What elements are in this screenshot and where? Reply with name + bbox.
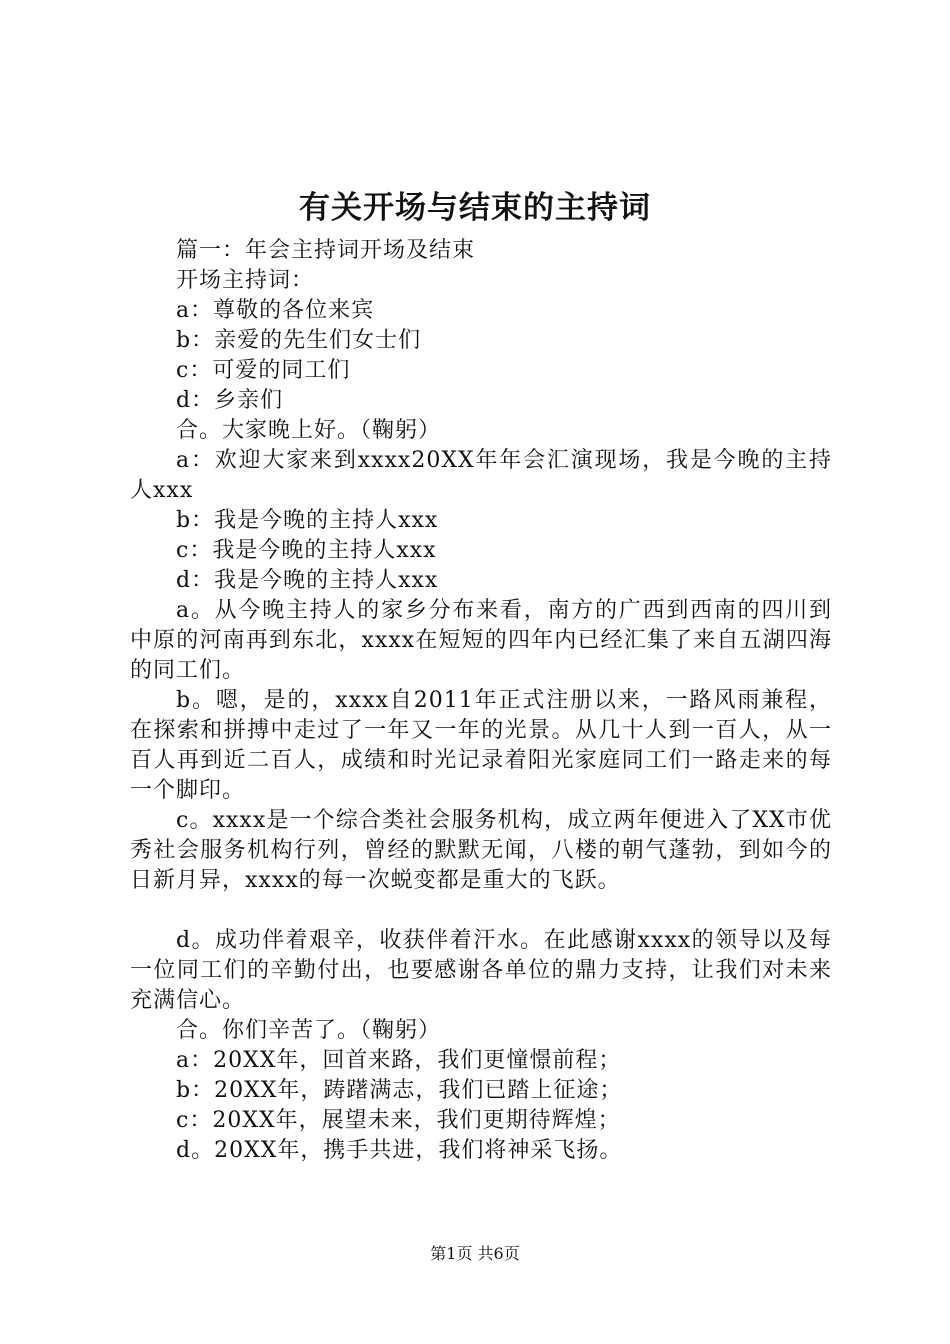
paragraph: a：20XX年，回首来路，我们更憧憬前程；: [176, 1048, 622, 1073]
paragraph: b：亲爱的先生们女士们: [176, 328, 422, 353]
paragraph: d：我是今晚的主持人xxx: [176, 568, 439, 593]
paragraph: 合。你们辛苦了。（鞠躬）: [176, 1018, 442, 1043]
paragraph: a：尊敬的各位来宾: [176, 298, 375, 323]
document-body: [130, 236, 832, 1166]
paragraph: a：欢迎大家来到xxxx20XX年年会汇演现场，我是今晚的主持人xxx: [130, 448, 832, 503]
paragraph: 合。大家晚上好。（鞠躬）: [176, 418, 442, 443]
paragraph: d。成功伴着艰辛，收获伴着汗水。在此感谢xxxx的领导以及每一位同工们的辛勤付出，也要感谢各单位的鼎力支持，让我们对未来充满信心。: [130, 928, 832, 1013]
document-title: 有关开场与结束的主持词: [299, 190, 651, 226]
paragraph: a。从今晚主持人的家乡分布来看，南方的广西到西南的四川到中原的河南再到东北，xxxx在短短的四年内已经汇集了来自五湖四海的同工们。: [130, 598, 832, 683]
paragraph: b：20XX年，踌躇满志，我们已踏上征途；: [176, 1078, 623, 1103]
paragraph: c。xxxx是一个综合类社会服务机构，成立两年便进入了XX市优秀社会服务机构行列，曾经的默默无闻，八楼的朝气蓬勃，到如今的日新月异，xxxx的每一次蜕变都是重大的飞跃。: [130, 808, 832, 893]
paragraph: d：乡亲们: [176, 388, 284, 413]
paragraph: b：我是今晚的主持人xxx: [176, 508, 439, 533]
paragraph: c：可爱的同工们: [176, 358, 351, 383]
paragraph: b。嗯，是的，xxxx自2011年正式注册以来，一路风雨兼程，在探索和拼搏中走过了一年又一年的光景。从几十人到一百人，从一百人再到近二百人，成绩和时光记录着阳光家庭同工们一路走来的每一个脚印。: [130, 688, 832, 803]
blank-line: [130, 896, 832, 926]
paragraph: c：20XX年，展望未来，我们更期待辉煌；: [176, 1108, 621, 1133]
paragraph: 篇一：年会主持词开场及结束: [176, 238, 476, 263]
paragraph: c：我是今晚的主持人xxx: [176, 538, 437, 563]
paragraph: d。20XX年，携手共进，我们将神采飞扬。: [176, 1138, 623, 1163]
paragraph: 开场主持词：: [176, 268, 315, 293]
page-footer: 第1页 共6页: [430, 1244, 520, 1263]
